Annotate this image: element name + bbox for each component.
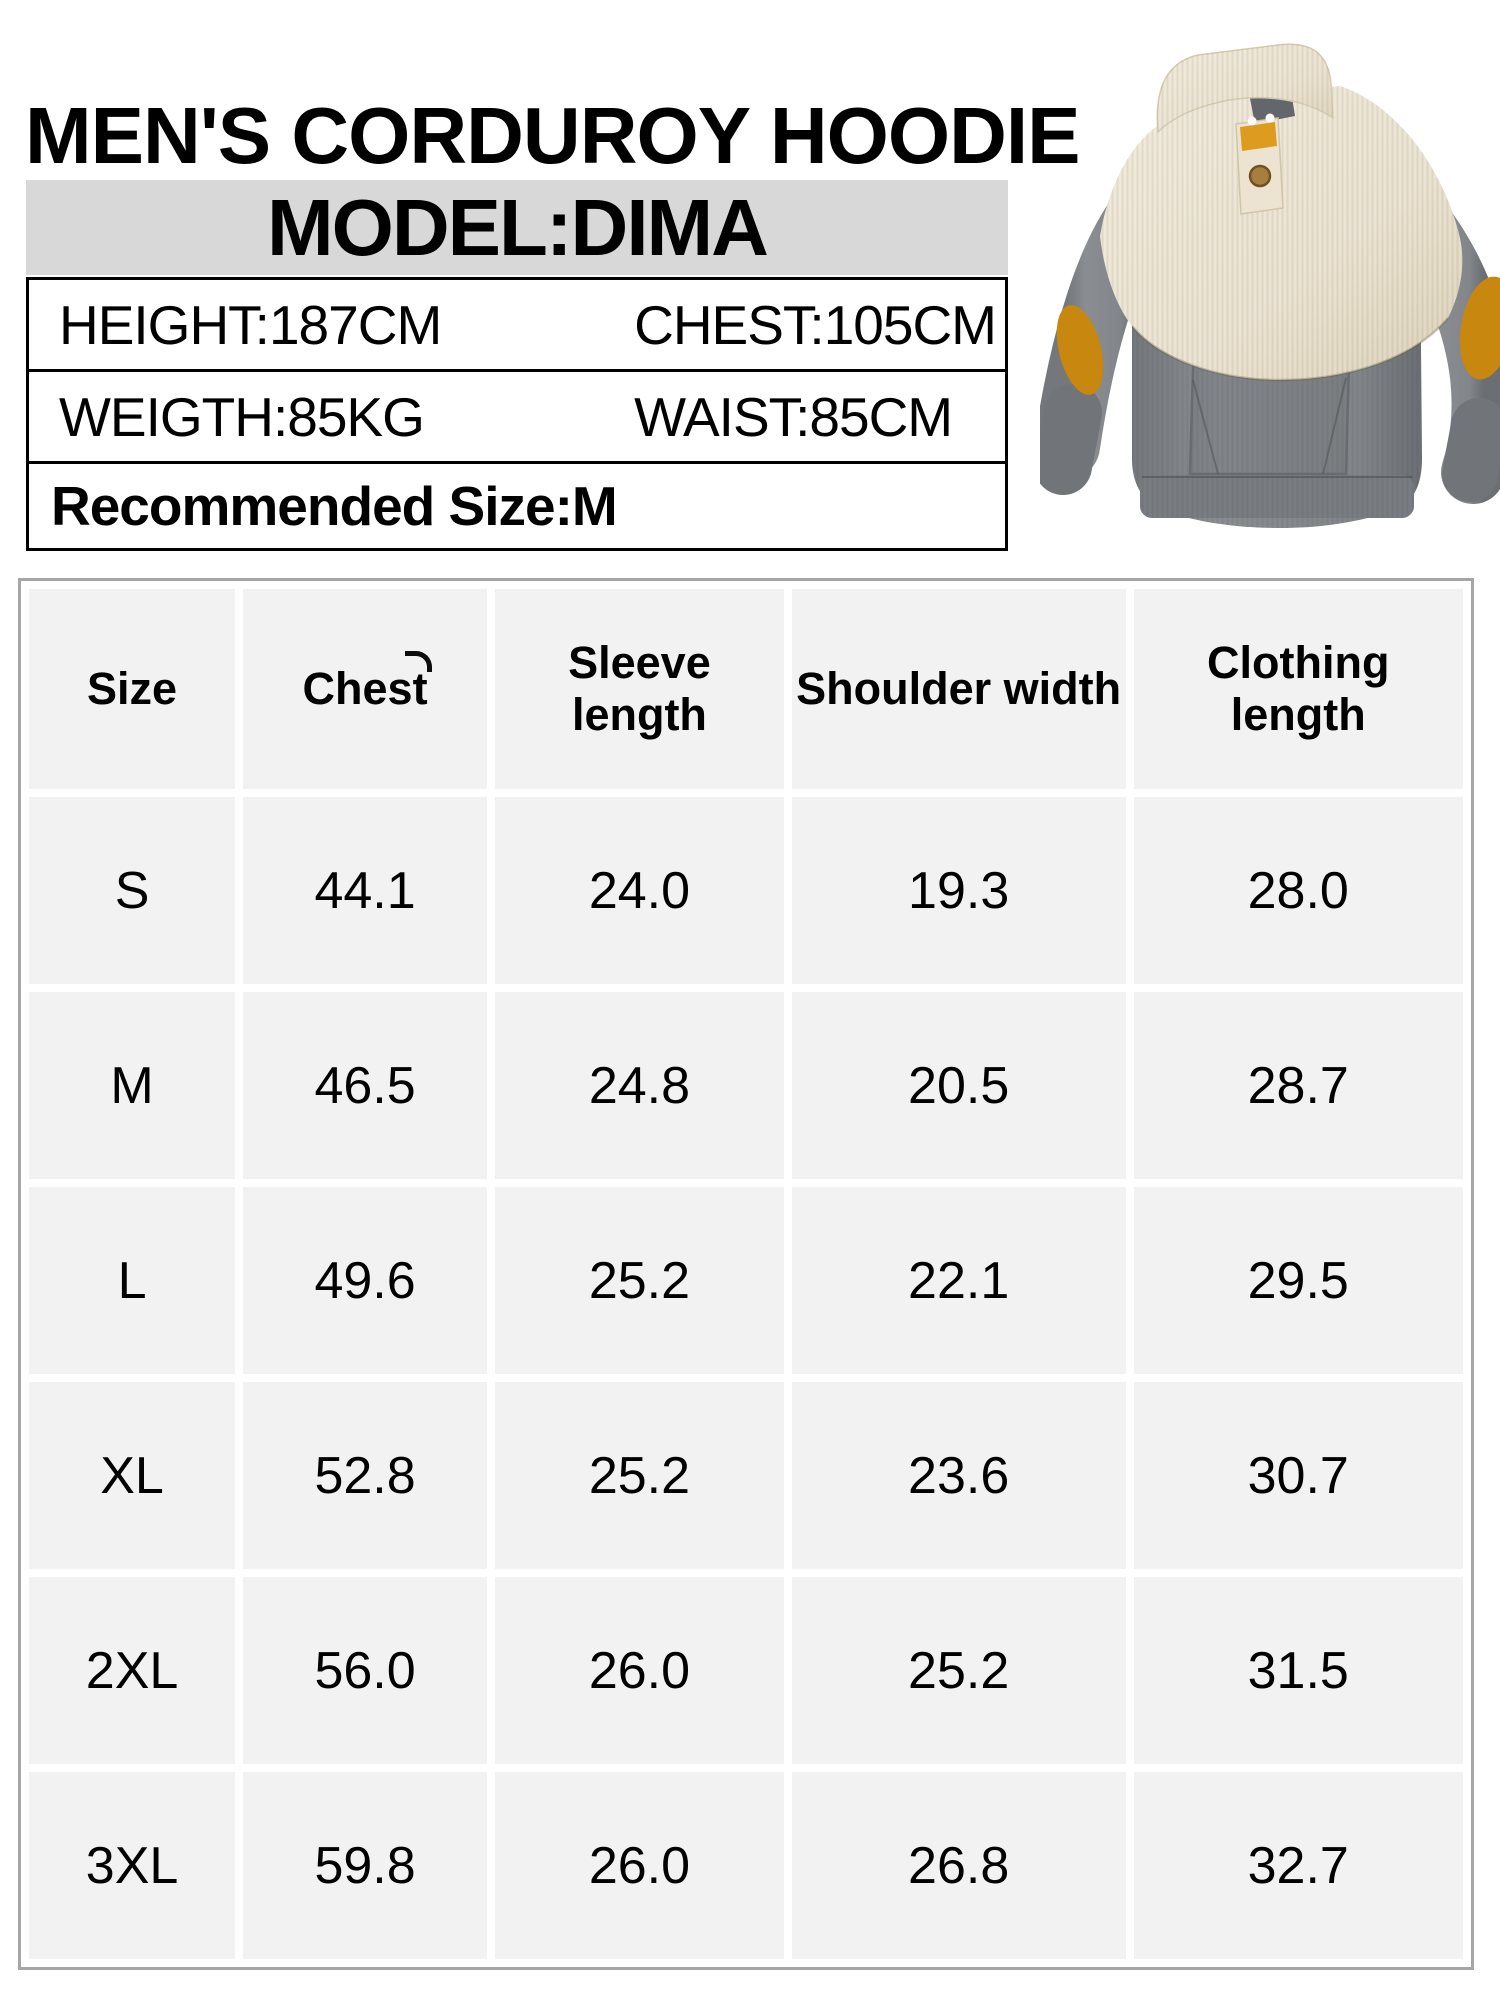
chest-cell: 44.1 bbox=[243, 797, 487, 984]
placket-mustard-trim bbox=[1240, 122, 1277, 151]
corduroy-hoodie-illustration bbox=[1040, 28, 1500, 543]
clothing-length-cell: 31.5 bbox=[1134, 1577, 1464, 1764]
col-header-sleeve-length: Sleeve length bbox=[495, 589, 784, 789]
st-ligature-curl bbox=[405, 651, 432, 672]
model-waist: WAIST:85CM bbox=[634, 385, 953, 448]
shoulder-width-cell: 20.5 bbox=[792, 992, 1126, 1179]
recommended-size: Recommended Size:M bbox=[51, 475, 617, 537]
sleeve-length-cell: 26.0 bbox=[495, 1772, 784, 1959]
table-header-row bbox=[29, 589, 1463, 789]
sleeve-length-cell: 25.2 bbox=[495, 1382, 784, 1569]
sleeve-length-cell: 26.0 bbox=[495, 1577, 784, 1764]
hem-ribbing-texture bbox=[1140, 475, 1414, 518]
table-row-2xl bbox=[29, 1577, 1463, 1764]
clothing-length-cell: 32.7 bbox=[1134, 1772, 1464, 1959]
clothing-length-cell: 28.0 bbox=[1134, 797, 1464, 984]
sleeve-length-cell: 24.0 bbox=[495, 797, 784, 984]
collar-snap-1 bbox=[1248, 117, 1257, 126]
size-cell: L bbox=[29, 1187, 235, 1374]
model-stats-row-2 bbox=[29, 372, 1005, 464]
sleeve-length-cell: 25.2 bbox=[495, 1187, 784, 1374]
placket-button bbox=[1250, 166, 1270, 186]
recommended-size-row bbox=[29, 464, 1005, 548]
clothing-length-cell: 28.7 bbox=[1134, 992, 1464, 1179]
size-cell: 2XL bbox=[29, 1577, 235, 1764]
shoulder-width-cell: 26.8 bbox=[792, 1772, 1126, 1959]
model-stats-box bbox=[26, 277, 1008, 551]
col-header-size: Size bbox=[29, 589, 235, 789]
chest-cell: 59.8 bbox=[243, 1772, 487, 1959]
model-stats-row-1 bbox=[29, 280, 1005, 372]
table-row-l bbox=[29, 1187, 1463, 1374]
table-row-m bbox=[29, 992, 1463, 1179]
table-row-xl bbox=[29, 1382, 1463, 1569]
collar-snap-2 bbox=[1266, 114, 1275, 123]
model-chest: CHEST:105CM bbox=[634, 293, 996, 356]
chest-cell: 56.0 bbox=[243, 1577, 487, 1764]
shoulder-width-cell: 22.1 bbox=[792, 1187, 1126, 1374]
size-cell: M bbox=[29, 992, 235, 1179]
chest-cell: 46.5 bbox=[243, 992, 487, 1179]
page-title: MEN'S CORDUROY HOODIE bbox=[25, 90, 1080, 180]
shoulder-width-cell: 19.3 bbox=[792, 797, 1126, 984]
sleeve-length-cell: 24.8 bbox=[495, 992, 784, 1179]
shoulder-width-cell: 23.6 bbox=[792, 1382, 1126, 1569]
size-cell: 3XL bbox=[29, 1772, 235, 1959]
col-header-chest bbox=[243, 589, 487, 789]
chest-cell: 49.6 bbox=[243, 1187, 487, 1374]
model-name-bar: MODEL:DIMA bbox=[26, 180, 1008, 275]
hoodie-cream-yoke-texture bbox=[1100, 86, 1462, 380]
chest-cell: 52.8 bbox=[243, 1382, 487, 1569]
size-cell: XL bbox=[29, 1382, 235, 1569]
col-header-shoulder-width: Shoulder width bbox=[792, 589, 1126, 789]
shoulder-width-cell: 25.2 bbox=[792, 1577, 1126, 1764]
table-row-s bbox=[29, 797, 1463, 984]
col-header-chest-label: Chest bbox=[302, 662, 428, 714]
product-photo bbox=[1040, 28, 1500, 543]
table-row-3xl bbox=[29, 1772, 1463, 1959]
col-header-clothing-length: Clothing length bbox=[1134, 589, 1464, 789]
clothing-length-cell: 29.5 bbox=[1134, 1187, 1464, 1374]
hoodie-left-cuff bbox=[1063, 413, 1073, 466]
clothing-length-cell: 30.7 bbox=[1134, 1382, 1464, 1569]
size-chart-table bbox=[18, 578, 1474, 1970]
hoodie-right-cuff bbox=[1470, 426, 1479, 474]
size-cell: S bbox=[29, 797, 235, 984]
model-height: HEIGHT:187CM bbox=[59, 293, 442, 356]
model-weight: WEIGTH:85KG bbox=[59, 385, 424, 448]
